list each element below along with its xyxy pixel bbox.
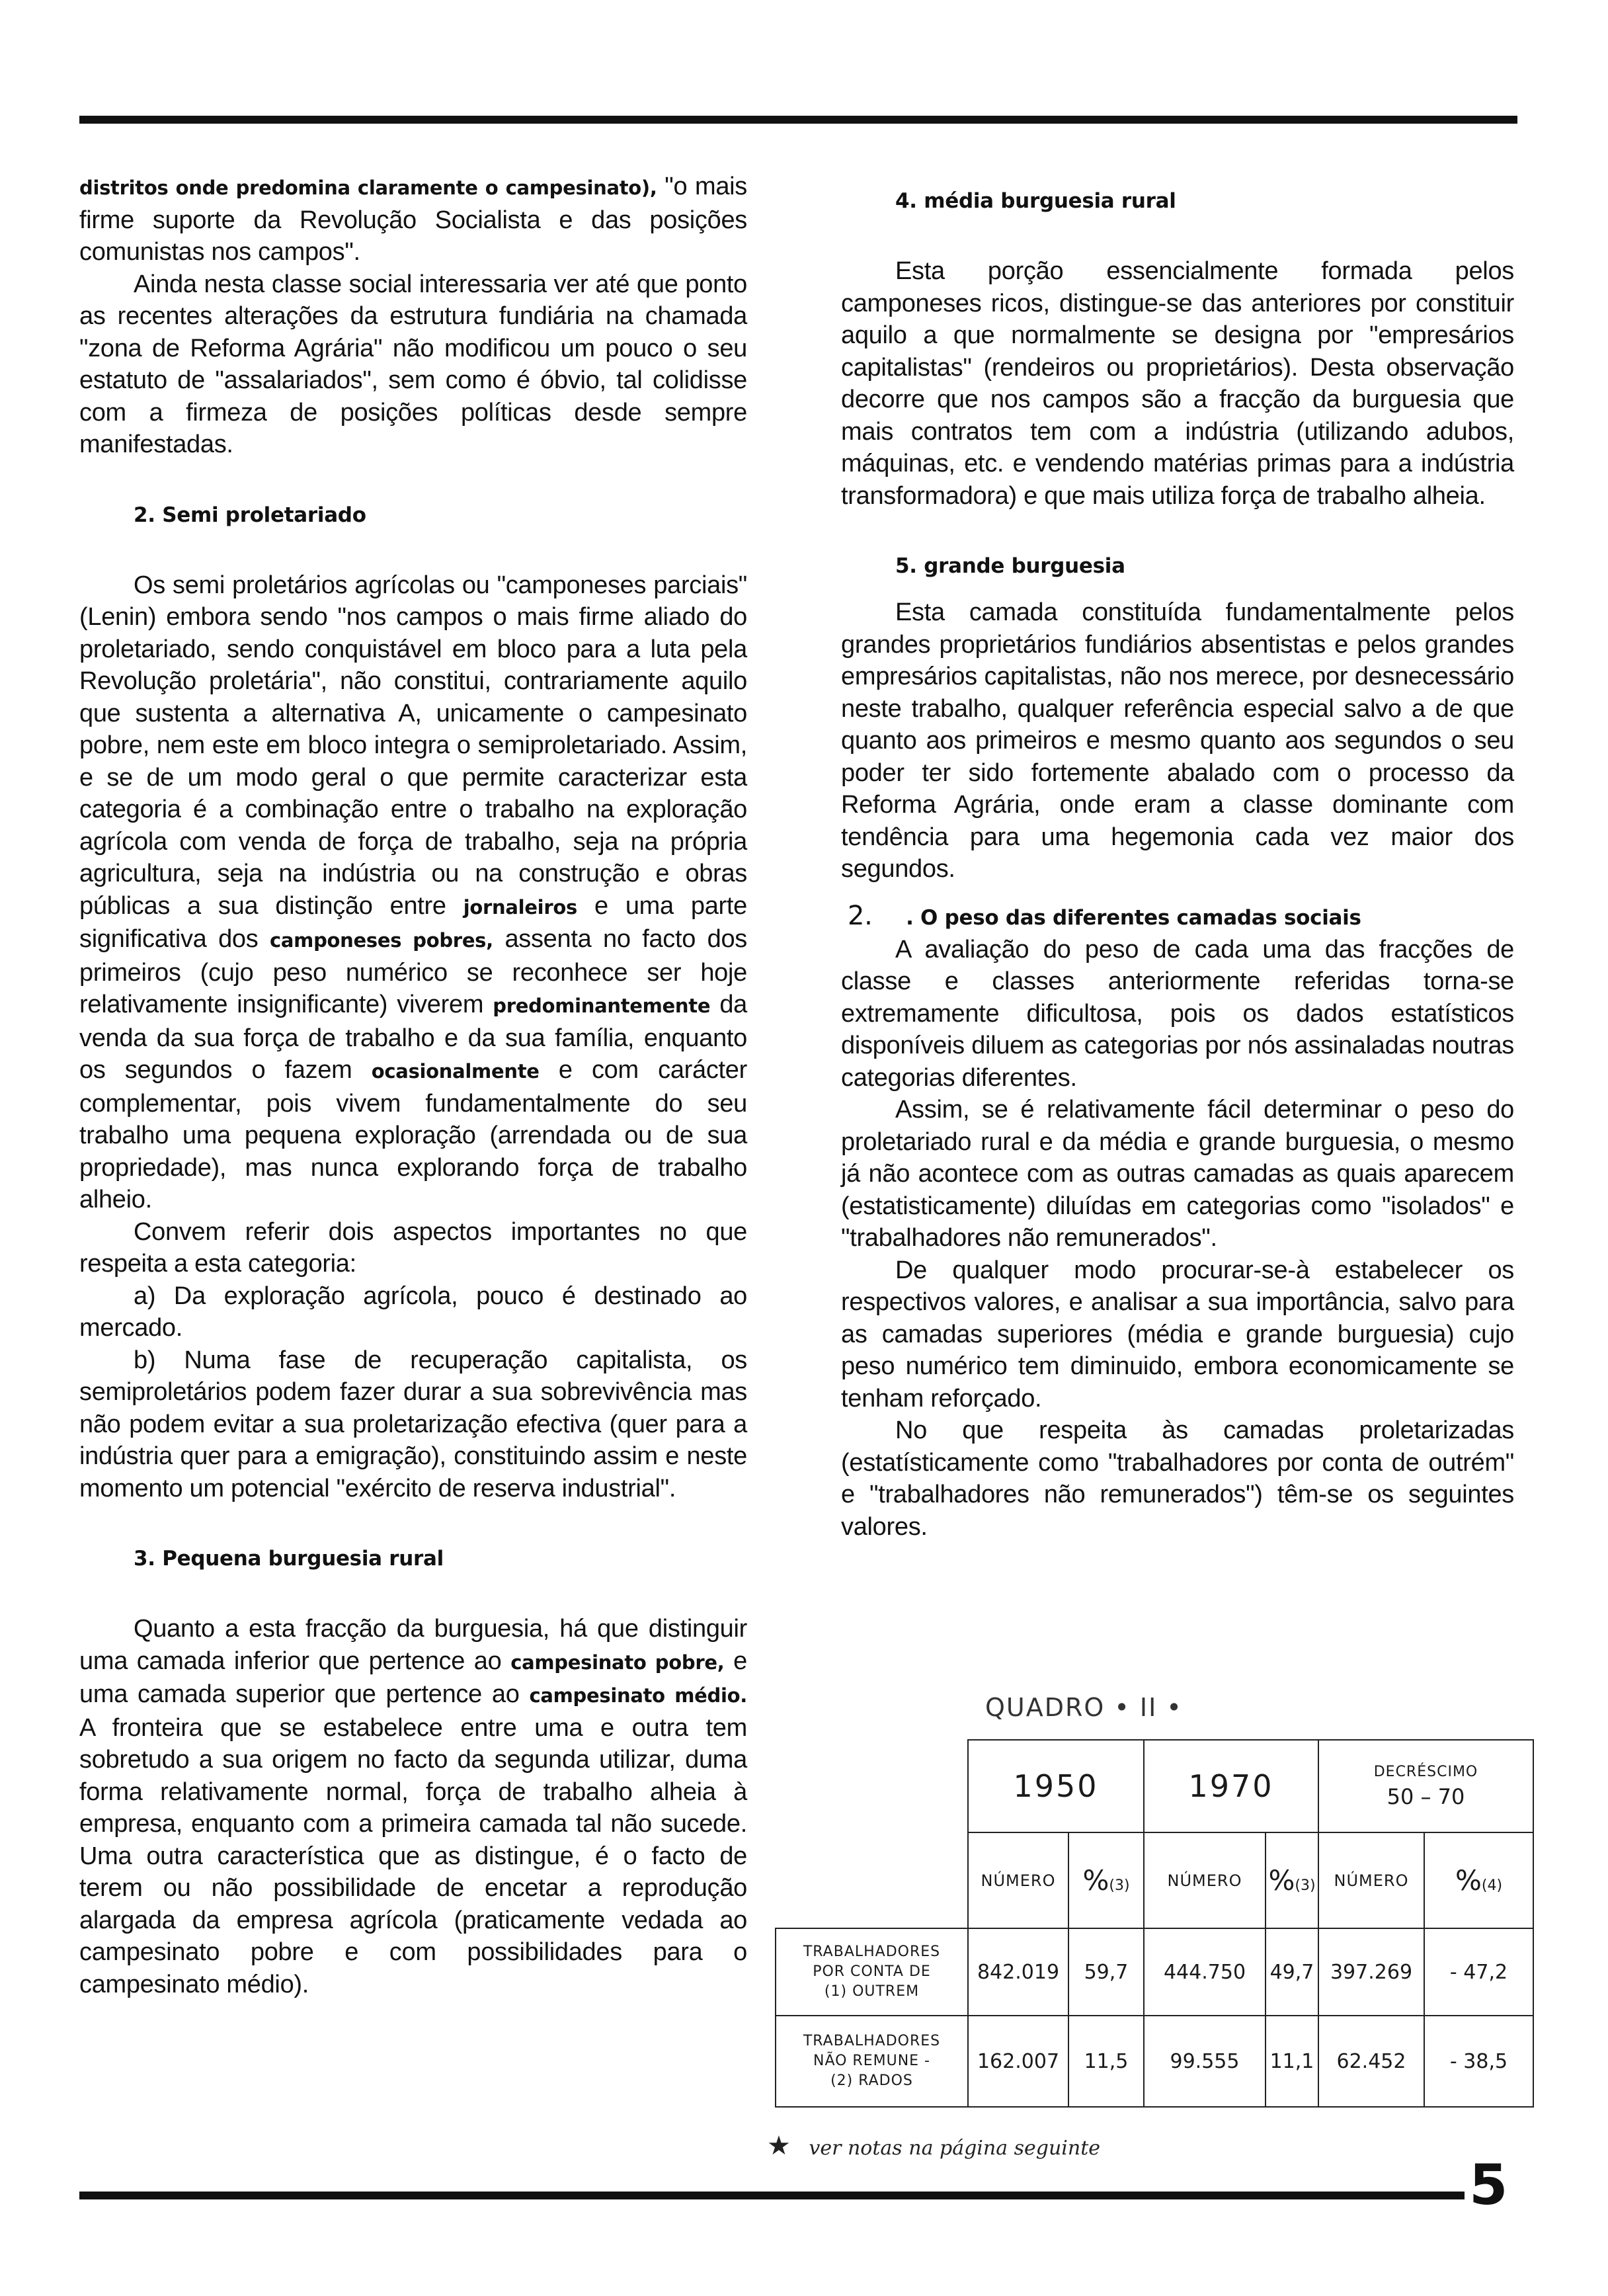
pct-note-1950: (3): [1109, 1877, 1130, 1894]
row-label-line: POR CONTA DE: [813, 1963, 931, 1980]
intro-bold-text: distritos onde predomina claramente o campesinato),: [79, 177, 657, 199]
semi-text-5: e com carácter complementar, pois vivem fundamentalmente do seu trabalho uma pequena exploração (arrendada ou de sua propriedade), mas nunca explorando força de trabalho alheio.: [79, 1056, 747, 1213]
term-camponeses-pobres: camponeses pobres,: [270, 929, 493, 952]
term-ocasionalmente: ocasionalmente: [371, 1060, 540, 1083]
paragraph-qualquer: De qualquer modo procurar-se-à estabelecer os respectivos valores, e analisar a sua importância, salvo para as camadas superiores (média e grande burguesia) cujo peso numérico tem diminuido, embora economicamente se tenham reforçado.: [841, 1256, 1514, 1413]
intro-paragraph: [79, 171, 747, 268]
page-number: 5: [1469, 2152, 1508, 2217]
cell-number-1950: 842.019: [968, 1928, 1068, 2016]
row-label-line: NÃO REMUNE -: [813, 2053, 930, 2069]
semi-text-4: da venda da sua força de trabalho e da sua família, enquanto os segundos o fazem: [79, 991, 747, 1084]
subheader-pct-1950: [1068, 1832, 1144, 1928]
pct-sign-decr: %: [1455, 1864, 1482, 1897]
semi-text-3: assenta no facto dos primeiros (cujo peso numérico se reconhece ser hoje relativamente insignificante) viverem: [79, 925, 748, 1018]
paragraph-b: b) Numa fase de recuperação capitalista, os semiproletários podem fazer durar a sua sobrevivência mas não podem evitar a sua proletarização efectiva (quer para a indústria quer para a emigração), constituindo assim e neste momento um potencial "exército de reserva industrial".: [79, 1346, 747, 1502]
section-title-peso: . O peso das diferentes camadas sociais: [906, 905, 1361, 930]
paragraph-assim: Assim, se é relativamente fácil determinar o peso do proletariado rural e da média e grande burguesia, o mesmo já não acontece com as outras camadas as quais aparecem (estatisticamente) diluídas em categorias como "isolados" e "trabalhadores não remunerados".: [841, 1096, 1514, 1252]
bottom-rule: [79, 2192, 1465, 2199]
peq-text-3: A fronteira que se estabelece entre uma e outra tem sobretudo a sua origem no facto da segunda utilizar, duma forma relativamente normal, força de trabalho alheia à empresa, enquanto com a primeira camada tal não sucede. Uma outra característica que as distingue, é o facto de terem ou não possibilidade de encetar a reprodução alargada da empresa agrícola (praticamente vedada ao campesinato pobre e com possibilidades para o campesinato médio).: [79, 1713, 747, 1998]
table-title: QUADRO • II •: [985, 1693, 1183, 1722]
row-label-line: TRABALHADORES: [803, 2033, 941, 2049]
paragraph-grande-burguesia: Esta camada constituída fundamentalmente pelos grandes proprietários fundiários absentistas e pelos grandes empresários capitalistas, não nos merece, por desnecessário neste trabalho, qualquer referência especial salvo a de que quanto aos primeiros e mesmo quanto aos segundos o seu poder ter sido fortemente abalado com o processo da Reforma Agrária, onde eram a classe dominante com tendência para uma hegemonia cada vez maior dos segundos.: [841, 598, 1514, 883]
paragraph-respeita: No que respeita às camadas proletarizadas (estatísticamente como "trabalhadores por conta de outrém" e "trabalhadores não remunerados") têm-se os seguintes valores.: [841, 1416, 1514, 1541]
intro-text: "o mais firme suporte da Revolução Socialista e das posições comunistas nos campos".: [79, 173, 748, 266]
peq-text-2: e uma camada superior que pertence ao: [79, 1647, 747, 1708]
cell-number-1970: 99.555: [1144, 2016, 1266, 2107]
left-column: [79, 171, 747, 2000]
term-predominantemente: predominantemente: [493, 995, 711, 1017]
subheader-numero-1970: NÚMERO: [1144, 1832, 1266, 1928]
table-corner-2: [776, 1832, 968, 1928]
row-label-line: TRABALHADORES: [803, 1944, 941, 1960]
cell-pct-1970: 11,1: [1266, 2016, 1318, 2107]
subheader-numero-decr: NÚMERO: [1318, 1832, 1424, 1928]
paragraph-a: a) Da exploração agrícola, pouco é destinado ao mercado.: [79, 1282, 747, 1342]
section-heading-media-burguesia: 4. média burguesia rural: [895, 189, 1176, 213]
section-heading-peso: [841, 900, 1514, 934]
header-1950: 1950: [968, 1740, 1144, 1832]
semi-text-2: e uma parte significativa dos: [79, 891, 748, 953]
cell-number-decr: 62.452: [1318, 2016, 1424, 2107]
pct-sign-1970: %: [1268, 1864, 1295, 1897]
cell-pct-1950: 11,5: [1068, 2016, 1144, 2107]
table-row: [776, 2016, 1533, 2107]
paragraph-media-burguesia: Esta porção essencialmente formada pelos camponeses ricos, distingue-se das anteriores por constituir aquilo a que normalmente se designa por "empresários capitalistas" (rendeiros ou proprietários). Desta observação decorre que nos campos são a fracção da burguesia que mais contratos tem com a indústria (utilizando adubos, máquinas, etc. e vendendo matérias primas para a indústria transformadora) e que mais utiliza força de trabalho alheia.: [841, 257, 1514, 510]
cell-number-1970: 444.750: [1144, 1928, 1266, 2016]
paragraph-convem: Convem referir dois aspectos importantes no que respeita a esta categoria:: [79, 1217, 747, 1278]
top-rule: [79, 116, 1517, 124]
subheader-pct-decr: [1424, 1832, 1533, 1928]
row-label-line: (2) RADOS: [830, 2072, 913, 2089]
section-number-2: 2.: [848, 900, 873, 931]
right-column: [841, 185, 1514, 1543]
peq-text-1: Quanto a esta fracção da burguesia, há que distinguir uma camada inferior que pertence ao: [79, 1615, 747, 1675]
paragraph-pequena-burguesia: [79, 1613, 747, 2000]
pct-note-1970: (3): [1295, 1877, 1316, 1894]
decrescimo-range: 50 – 70: [1387, 1784, 1465, 1809]
table-corner: [776, 1740, 968, 1832]
paragraph-ainda: Ainda nesta classe social interessaria ver até que ponto as recentes alterações da estrutura fundiária na chamada "zona de Reforma Agrária" não modificou um pouco o seu estatuto de "assalariados", sem como é óbvio, tal colidisse com a firmeza de posições políticas desde sempre manifestadas.: [79, 270, 747, 458]
subheader-numero-1950: NÚMERO: [968, 1832, 1068, 1928]
section-heading-grande-burguesia: 5. grande burguesia: [895, 554, 1125, 578]
section-heading-semi-proletariado: 2. Semi proletariado: [134, 503, 366, 527]
header-1970: 1970: [1144, 1740, 1318, 1832]
subheader-pct-1970: [1266, 1832, 1318, 1928]
table-footnote: [767, 2131, 1100, 2161]
row-label: [776, 1928, 968, 2016]
header-decrescimo: [1318, 1740, 1533, 1832]
star-icon: ★: [767, 2131, 791, 2161]
term-campesinato-medio: campesinato médio.: [529, 1684, 747, 1707]
pct-note-decr: (4): [1481, 1877, 1503, 1894]
cell-pct-decr: - 47,2: [1424, 1928, 1533, 2016]
row-label: [776, 2016, 968, 2107]
cell-number-1950: 162.007: [968, 2016, 1068, 2107]
footnote-text: ver notas na página seguinte: [809, 2137, 1101, 2160]
paragraph-semi-proletarios: [79, 569, 747, 1216]
decrescimo-label: DECRÉSCIMO: [1373, 1763, 1478, 1780]
section-heading-pequena-burguesia: 3. Pequena burguesia rural: [134, 1547, 444, 1571]
paragraph-avaliacao: A avaliação do peso de cada uma das fracções de classe e classes anteriormente referidas torna-se extremamente dificultosa, pois os dados estatísticos disponíveis diluem as categorias por nós assinaladas noutras categorias diferentes.: [841, 935, 1514, 1092]
quadro-table: [775, 1739, 1534, 2108]
term-campesinato-pobre: campesinato pobre,: [510, 1651, 725, 1674]
pct-sign-1950: %: [1082, 1864, 1109, 1897]
cell-pct-decr: - 38,5: [1424, 2016, 1533, 2107]
row-label-line: (1) OUTREM: [824, 1983, 920, 2000]
semi-text-1: Os semi proletários agrícolas ou "camponeses parciais" (Lenin) embora sendo "nos campos o mais firme aliado do proletariado, sendo conquistável em bloco para a luta pela Revolução proletária", não constitui, contrariamente aquilo que sustenta a alternativa A, unicamente o campesinato pobre, nem este em bloco integra o semiproletariado. Assim, e se de um modo geral o que permite caracterizar esta categoria é a combinação entre o trabalho na exploração agrícola com venda de força de trabalho, seja na própria agricultura, seja na indústria ou na construção e obras públicas a sua distinção entre: [79, 571, 747, 920]
table-row: [776, 1928, 1533, 2016]
cell-number-decr: 397.269: [1318, 1928, 1424, 2016]
cell-pct-1950: 59,7: [1068, 1928, 1144, 2016]
term-jornaleiros: jornaleiros: [463, 895, 577, 919]
cell-pct-1970: 49,7: [1266, 1928, 1318, 2016]
